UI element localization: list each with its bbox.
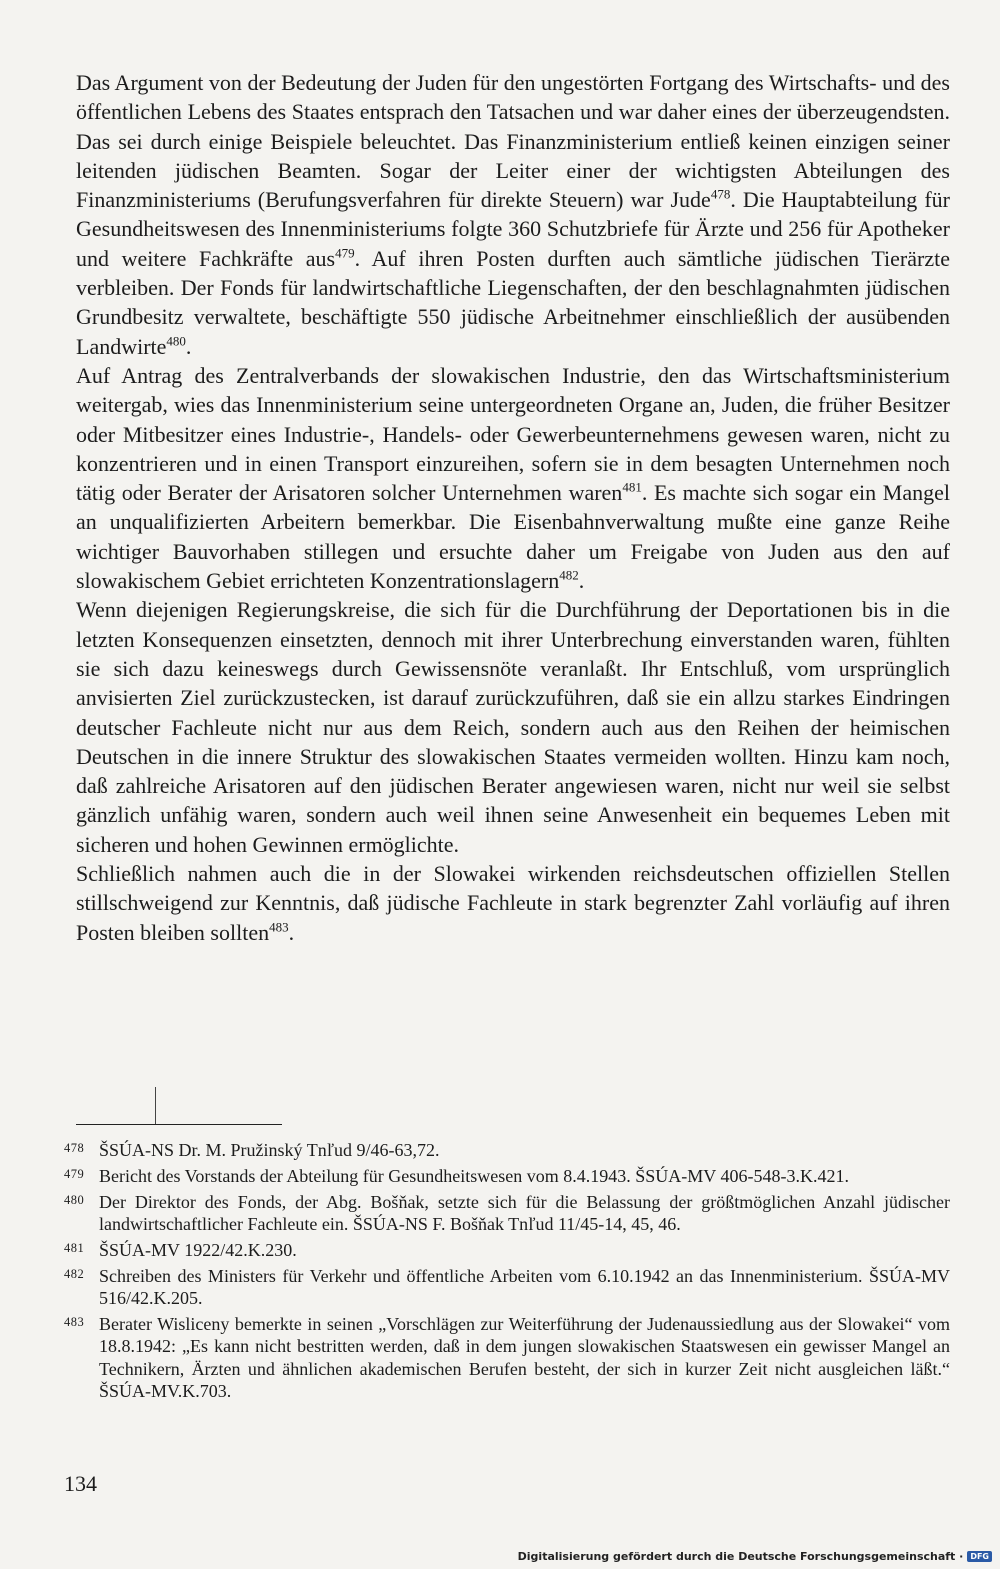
footnote-text: ŠSÚA-MV 1922/42.K.230. [99, 1239, 297, 1260]
page-number: 134 [64, 1471, 97, 1496]
main-text [76, 68, 950, 947]
digitization-credit [518, 1550, 992, 1563]
footnote-number: 478 [64, 1141, 85, 1155]
footnote-ref: 482 [559, 567, 579, 583]
footnote-ref: 479 [335, 245, 355, 261]
footnote [64, 1239, 950, 1262]
footnote [64, 1191, 950, 1236]
footnote [64, 1265, 950, 1310]
paragraph: Auf Antrag des Zentralverbands der slowakischen Industrie, den das Wirtschaftsministerium weitergab, wies das Innenministerium seine untergeordneten Organe an, Juden, die früher Besitzer oder Mitbesitzer eines Industrie-, Handels- oder Gewerbeunternehmens gewesen waren, nicht zu konzentrieren und in einen Transport einzureihen, sofern sie in dem besagten Unternehmen noch tätig oder Berater der Arisatoren solcher Unternehmen waren$^{481}$. Es machte sich sogar ein Mangel an unqualifizierten Arbeitern bemerkbar. Die Eisenbahnverwaltung mußte eine ganze Reihe wichtiger Bauvorhaben stillegen und ersuchte daher um Freigabe von Juden aus den auf slowakischem Gebiet errichteten Konzentrationslagern$^{482}$. [76, 362, 950, 594]
footnote-number: 482 [64, 1266, 85, 1281]
footnote [64, 1165, 950, 1188]
footnote [64, 1313, 950, 1403]
footnote-ref: 480 [166, 333, 186, 349]
paragraph: Schließlich nahmen auch die in der Slowakei wirkenden reichsdeutschen offiziellen Stellen stillschweigend zur Kenntnis, daß jüdische Fachleute in stark begrenzter Zahl vorläufig auf ihren Posten bleiben sollten$^{483}$. [76, 861, 950, 945]
footnote-text: Bericht des Vorstands der Abteilung für Gesundheitswesen vom 8.4.1943. ŠSÚA-MV 406-548-3.K.421. [99, 1165, 849, 1186]
footnote-text: Berater Wisliceny bemerkte in seinen „Vorschlägen zur Weiterführung der Judenaussiedlung aus der Slowakei“ vom 18.8.1942: „Es kann nicht bestritten werden, daß in dem jungen slowakischen Staatswesen ein gewisser Mangel an Technikern, Ärzten und ähnlichen akademischen Berufen besteht, der sich in kurzer Zeit nicht ausgleichen läßt.“ ŠSÚA-MV.K.703. [99, 1313, 950, 1402]
dfg-logo-icon: DFG [967, 1551, 992, 1562]
footnote-number: 483 [64, 1314, 85, 1329]
footnote-divider [76, 1124, 282, 1125]
footnote-ref: 483 [269, 919, 289, 935]
credit-text: Digitalisierung gefördert durch die Deutsche Forschungsgemeinschaft · [517, 1550, 964, 1563]
footnote-number: 479 [64, 1166, 85, 1181]
footnote-text: Schreiben des Ministers für Verkehr und öffentliche Arbeiten vom 6.10.1942 an das Innenministerium. ŠSÚA-MV 516/42.K.205. [99, 1265, 950, 1309]
footnote-number: 480 [64, 1192, 85, 1207]
paragraph: Das Argument von der Bedeutung der Juden für den ungestörten Fortgang des Wirtschafts- und des öffentlichen Lebens des Staates entsprach den Tatsachen und war daher eines der überzeugendsten. Das sei durch einige Beispiele beleuchtet. Das Finanzministerium entließ keinen einzigen seiner leitenden jüdischen Beamten. Sogar der Leiter einer der wichtigsten Abteilungen des Finanzministeriums (Berufungsverfahren für direkte Steuern) war Jude$^{478}$. Die Hauptabteilung für Gesundheitswesen des Innenministeriums folgte 360 Schutzbriefe für Ärzte und 256 für Apotheker und weitere Fachkräfte aus$^{479}$. Auf ihren Posten durften auch sämtliche jüdischen Tierärzte verbleiben. Der Fonds für landwirtschaftliche Liegenschaften, der den beschlagnahmten jüdischen Grundbesitz verwaltete, beschäftigte 550 jüdische Arbeitnehmer einschließlich der ausübenden Landwirte$^{480}$. [76, 70, 950, 359]
footnote [64, 1139, 950, 1162]
paragraph: Wenn diejenigen Regierungskreise, die sich für die Durchführung der Deportationen bis in die letzten Konsequenzen einsetzten, dennoch mit ihrer Unterbrechung einverstanden waren, fühlten sie sich dazu keineswegs durch Gewissensnöte veranlaßt. Ihr Entschluß, vom ursprünglich anvisierten Ziel zurückzustecken, ist darauf zurückzuführen, daß sie ein allzu starkes Eindringen deutscher Fachleute nicht nur aus dem Reich, sondern auch aus den Reihen der heimischen Deutschen in die innere Struktur des slowakischen Staates vermeiden wollten. Hinzu kam noch, daß zahlreiche Arisatoren auf den jüdischen Berater angewiesen waren, nicht nur weil sie selbst gänzlich unfähig waren, sondern auch weil ihnen seine Anwesenheit ein bequemes Leben mit sicheren und hohen Gewinnen ermöglichte. [76, 597, 950, 857]
footnote-text: ŠSÚA-NS Dr. M. Pružinský Tnľud 9/46-63,72. [99, 1140, 440, 1160]
footnote-ref: 478 [710, 186, 731, 202]
footnote-text: Der Direktor des Fonds, der Abg. Bošňak, setzte sich für die Belassung der größtmöglichen Anzahl jüdischer landwirtschaftlicher Fachleute ein. ŠSÚA-NS F. Bošňak Tnľud 11/45-14, 45, 46. [99, 1191, 950, 1235]
footnote-ref: 481 [622, 479, 642, 495]
footnotes [64, 1139, 950, 1406]
footnote-number: 481 [64, 1240, 85, 1255]
margin-mark [155, 1087, 156, 1125]
